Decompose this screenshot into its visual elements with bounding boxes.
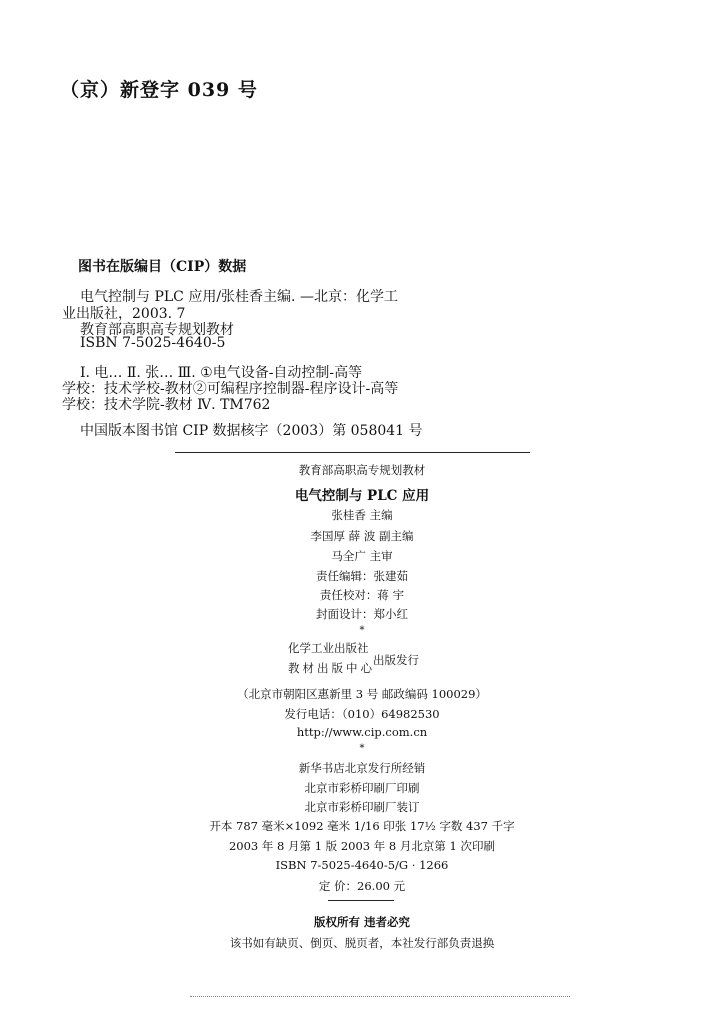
imprint-edition: 2003 年 8 月第 1 版 2003 年 8 月北京第 1 次印刷 bbox=[228, 839, 495, 853]
imprint-responsible-editor: 责任编辑：张建茹 bbox=[316, 569, 408, 583]
imprint-proofreader: 责任校对：蒋 宇 bbox=[319, 588, 405, 602]
imprint-series: 教育部高职高专规划教材 bbox=[298, 463, 426, 477]
cip-line-data-number: 中国版本图书馆 CIP 数据核字（2003）第 058041 号 bbox=[80, 423, 423, 439]
cip-line-classification-1: Ⅰ. 电… Ⅱ. 张… Ⅲ. ①电气设备-自动控制-高等 bbox=[80, 365, 363, 381]
cip-line-classification-3: 学校：技术学院-教材 Ⅳ. TM762 bbox=[62, 397, 271, 413]
price-divider bbox=[328, 900, 394, 901]
imprint-separator-2: * bbox=[359, 743, 365, 754]
cip-line-series: 教育部高职高专规划教材 bbox=[80, 322, 234, 338]
imprint-cover-design: 封面设计：郑小红 bbox=[316, 607, 408, 621]
imprint-address: （北京市朝阳区惠新里 3 号 邮政编码 100029） bbox=[237, 687, 487, 701]
imprint-distributor: 新华书店北京发行所经销 bbox=[298, 761, 426, 775]
imprint-isbn: ISBN 7-5025-4640-5/G · 1266 bbox=[275, 858, 449, 872]
publisher-name: 化学工业出版社 bbox=[288, 641, 369, 655]
registration-number: （京）新登字 039 号 bbox=[60, 79, 258, 101]
top-divider bbox=[175, 452, 530, 453]
imprint-editor: 张桂香 主编 bbox=[331, 508, 393, 522]
cip-line-classification-2: 学校：技术学校-教材②可编程序控制器-程序设计-高等 bbox=[62, 381, 399, 397]
imprint-phone: 发行电话：（010）64982530 bbox=[284, 707, 440, 721]
imprint-notice: 该书如有缺页、倒页、脱页者，本社发行部负责退换 bbox=[229, 936, 495, 950]
publisher-release-label: 出版发行 bbox=[373, 653, 419, 667]
cip-heading: 图书在版编目（CIP）数据 bbox=[78, 259, 247, 275]
scan-artifact-line bbox=[190, 996, 570, 997]
cip-line-title: 电气控制与 PLC 应用/张桂香主编. —北京：化学工 bbox=[80, 289, 398, 305]
imprint-price: 定 价：26.00 元 bbox=[318, 879, 406, 893]
cip-line-isbn: ISBN 7-5025-4640-5 bbox=[80, 335, 226, 351]
cip-line-publisher: 业出版社，2003. 7 bbox=[62, 306, 186, 322]
imprint-associate-editors: 李国厚 薛 波 副主编 bbox=[310, 529, 414, 543]
imprint-title: 电气控制与 PLC 应用 bbox=[294, 488, 430, 504]
imprint-printer: 北京市彩桥印刷厂印刷 bbox=[304, 781, 420, 795]
imprint-format: 开本 787 毫米×1092 毫米 1/16 印张 17½ 字数 437 千字 bbox=[209, 819, 515, 833]
publisher-center: 教材出版中心 bbox=[288, 661, 375, 675]
imprint-separator-1: * bbox=[359, 625, 365, 636]
imprint-rights: 版权所有 违者必究 bbox=[313, 915, 410, 929]
imprint-website: http://www.cip.com.cn bbox=[296, 725, 428, 739]
imprint-binder: 北京市彩桥印刷厂装订 bbox=[304, 800, 420, 814]
imprint-reviewer: 马全广 主审 bbox=[331, 549, 393, 563]
